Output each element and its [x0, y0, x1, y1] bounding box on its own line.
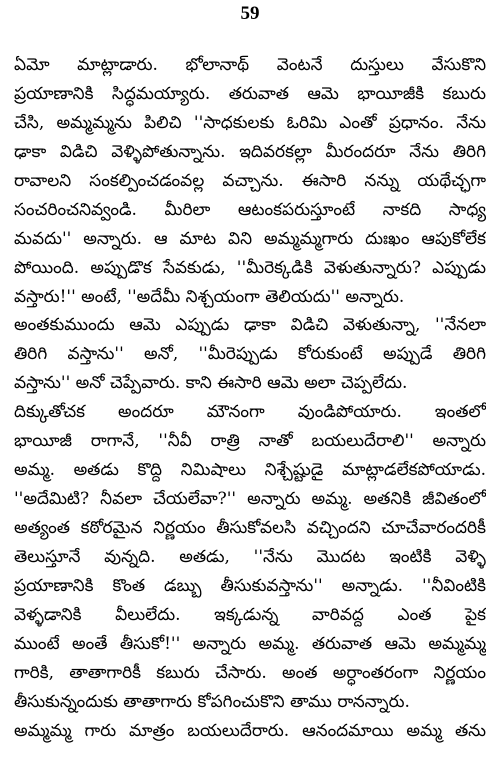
text-line: గారికి, తాతాగారికీ కబురు చేసారు. అంత అర్ధాంతరంగా నిర్ణయం	[14, 662, 486, 683]
page-number: 59	[240, 3, 260, 24]
text-line: రావాలని సంకల్పించడంవల్ల వచ్చాను. ఈసారి నన్ను యథేచ్ఛగా	[14, 170, 486, 191]
text-line: దిక్కుతోచక అందరూ మౌనంగా వుండిపోయారు. ఇంతలో	[14, 402, 486, 423]
text-line: పోయింది. అప్పుడొక సేవకుడు, ''మీరెక్కడికి వెళుతున్నారు? ఎప్పుడు	[14, 257, 486, 278]
text-line: ''అదేమిటి? నీవలా చేయలేవా?'' అన్నారు అమ్మ. అతనికి జీవితంలో	[14, 489, 486, 510]
text-line: మవదు'' అన్నారు. ఆ మాట విని అమ్మమ్మగారు దుఃఖం ఆపుకోలేక	[14, 228, 486, 249]
text-line: తీసుకున్నందుకు తాతాగారు కోపగించుకొని తాము రానన్నారు.	[14, 691, 410, 712]
text-line: ఏమో మాట్లాడారు. భోలానాథ్ వెంటనే దుస్తులు వేసుకొని	[14, 55, 486, 75]
text-line: అమ్మమ్మ గారు మాత్రం బయలుదేరారు. ఆనందమాయి అమ్మ తను	[14, 720, 486, 741]
text-line: వెళ్ళడానికి వీలులేదు. ఇక్కడున్న వారివద్ద ఎంత పైక	[14, 604, 486, 625]
text-line: వస్తాను'' అనో చెప్పేవారు. కాని ఈసారి ఆమె అలా చెప్పలేదు.	[14, 373, 408, 394]
text-line: అత్యంత కఠోరమైన నిర్ణయం తీసుకోవలసి వచ్చిందని చూచేవారందరికీ	[14, 518, 486, 538]
text-line: చేసి, అమ్మమ్మను పిలిచి ''సాధకులకు ఓరిమి ఎంతో ప్రధానం. నేను	[14, 112, 486, 133]
text-line: భాయీజీ రాగానే, ''నీవీ రాత్రి నాతో బయలుదేరాలి'' అన్నారు	[14, 431, 486, 452]
text-line: అమ్మ. అతడు కొద్ది నిమిషాలు నిశ్చేష్టుడై మాట్లాడలేకపోయాడు.	[14, 460, 486, 481]
text-line: వస్తారు!'' అంటే, ''అదేమీ నిశ్చయంగా తెలియదు'' అన్నారు.	[14, 286, 405, 307]
text-line: తెలుస్తూనే వున్నది. అతడు, ''నేను మొదట ఇంటికి వెళ్ళి	[14, 546, 486, 567]
text-line: ముంటే అంతే తీసుకో!'' అన్నారు అమ్మ. తరువాత ఆమె అమ్మమ్మ	[14, 633, 486, 654]
text-line: సంచరించనివ్వండి. మీరిలా ఆటంకపరుస్తూంటే నాకది సాధ్య	[14, 199, 486, 220]
text-line: ప్రయాణానికి సిద్ధమయ్యారు. తరువాత ఆమె భాయీజీకి కబురు	[14, 83, 486, 104]
body-text	[14, 51, 486, 746]
text-line: తిరిగి వస్తాను'' అనో, ''మీరెప్పుడు కోరుకుంటే అప్పుడే తిరిగి	[14, 344, 486, 365]
text-line: ఢాకా విడిచి వెళ్ళిపోతున్నాను. ఇదివరకల్లా మీరందరూ నేను తిరిగి	[14, 141, 486, 162]
text-line: ప్రయాణానికి కొంత డబ్బు తీసుకువస్తాను'' అన్నాడు. ''నీవింటికి	[14, 575, 486, 596]
text-line: అంతకుముందు ఆమె ఎప్పుడు ఢాకా విడిచి వెళుతున్నా, ''నేనలా	[14, 315, 486, 336]
